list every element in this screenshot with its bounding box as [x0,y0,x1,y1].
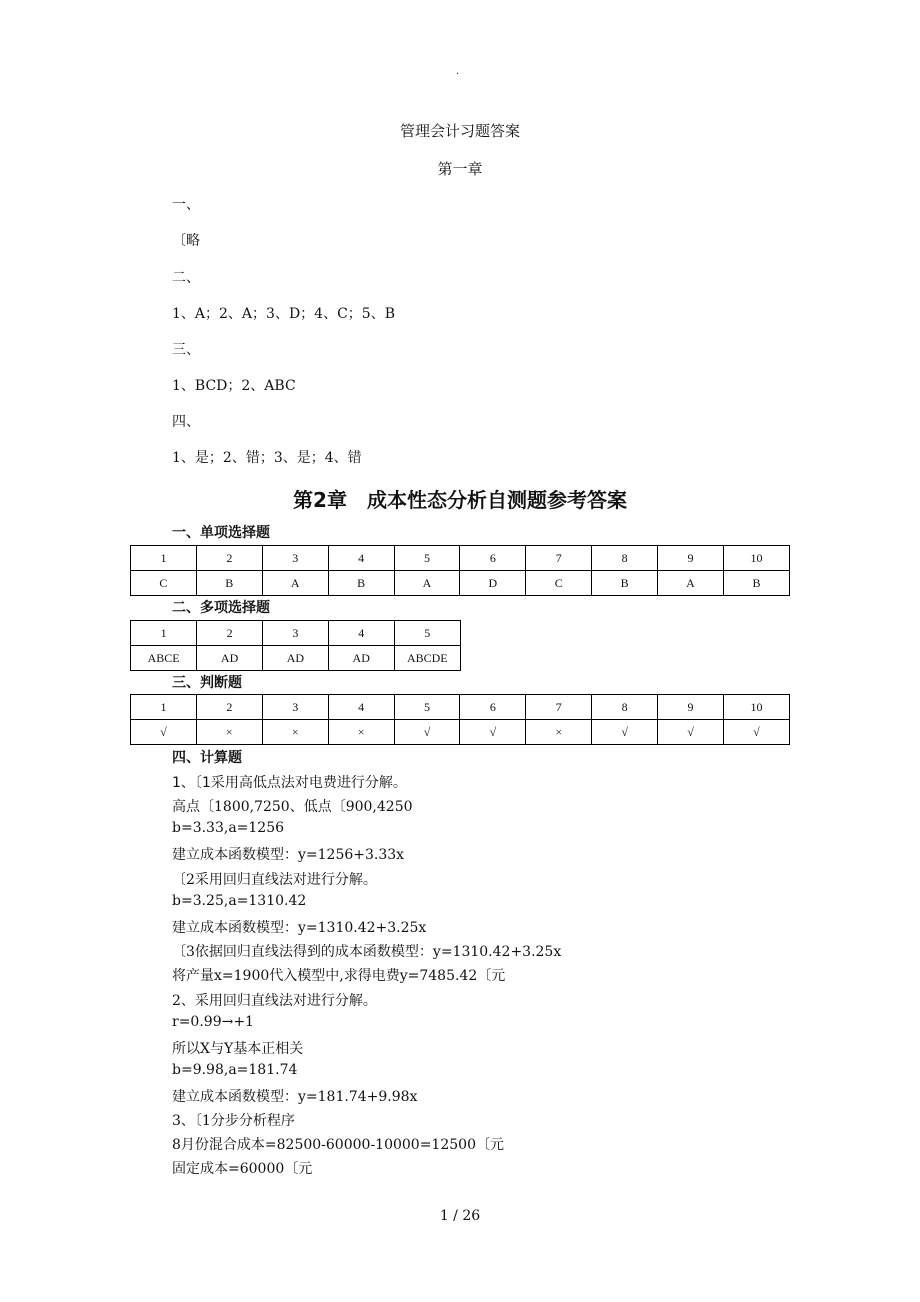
single-choice-table [130,545,790,596]
table-cell: 8 [592,546,658,571]
calc-line: r=0.99→+1 [172,1014,254,1030]
multiple-choice-answer-row [131,646,461,671]
calc-line: 建立成本函数模型：y=181.74+9.98x [172,1089,418,1105]
table-cell: 9 [658,695,724,720]
table-cell: 4 [328,546,394,571]
table-cell: 2 [197,621,263,646]
table-cell: B [196,571,262,596]
single-choice-number-row [131,546,790,571]
calc-line: b=9.98,a=181.74 [172,1062,298,1078]
calc-line: 2、采用回归直线法对进行分解。 [172,993,377,1009]
table-cell: √ [131,720,197,745]
judgment-heading: 三、判断题 [172,675,242,691]
table-cell: 6 [460,546,526,571]
table-cell: 5 [394,546,460,571]
table-cell: 7 [526,546,592,571]
table-cell: 10 [723,695,789,720]
calc-line: 〔3依据回归直线法得到的成本函数模型：y=1310.42+3.25x [172,944,562,960]
ch1-answer-1: 〔略 [172,233,200,249]
calc-line: 〔2采用回归直线法对进行分解。 [172,872,377,888]
page-number: 1 / 26 [439,1208,481,1224]
document-title: 管理会计习题答案 [399,122,520,140]
table-cell: A [394,571,460,596]
table-cell: AD [328,646,394,671]
table-cell: × [196,720,262,745]
judgment-number-row [131,695,790,720]
chapter2-title: 第2章 成本性态分析自测题参考答案 [293,488,627,512]
calc-heading: 四、计算题 [172,750,242,766]
table-cell: 2 [196,695,262,720]
table-cell: √ [460,720,526,745]
ch1-answer-4: 1、是；2、错；3、是；4、错 [172,450,362,466]
table-cell: ABCE [131,646,197,671]
table-cell: 2 [196,546,262,571]
table-cell: 7 [526,695,592,720]
table-cell: 8 [592,695,658,720]
header-dot: . [456,66,460,77]
table-cell: D [460,571,526,596]
table-cell: B [328,571,394,596]
table-cell: 9 [658,546,724,571]
table-cell: ABCDE [394,646,460,671]
single-choice-heading: 一、单项选择题 [172,525,270,541]
calc-line: 将产量x=1900代入模型中,求得电费y=7485.42〔元 [172,968,506,984]
multiple-choice-heading: 二、多项选择题 [172,600,270,616]
table-cell: × [328,720,394,745]
ch1-section-4: 四、 [172,414,200,430]
calc-line: b=3.33,a=1256 [172,820,285,836]
table-cell: 4 [328,695,394,720]
calc-line: 3、〔1分步分析程序 [172,1113,295,1129]
judgment-table [130,694,790,745]
table-cell: A [658,571,724,596]
table-cell: B [723,571,789,596]
table-cell: × [526,720,592,745]
calc-line: 建立成本函数模型：y=1310.42+3.25x [172,920,427,936]
table-cell: 6 [460,695,526,720]
calc-line: 1、〔1采用高低点法对电费进行分解。 [172,775,407,791]
table-cell: A [262,571,328,596]
chapter1-title: 第一章 [437,160,483,178]
calc-line: 固定成本=60000〔元 [172,1161,313,1177]
table-cell: B [592,571,658,596]
table-cell: AD [197,646,263,671]
table-cell: √ [394,720,460,745]
table-cell: 5 [394,695,460,720]
ch1-section-2: 二、 [172,270,200,286]
table-cell: √ [592,720,658,745]
table-cell: 10 [723,546,789,571]
table-cell: C [526,571,592,596]
table-cell: AD [262,646,328,671]
table-cell: √ [658,720,724,745]
table-cell: 5 [394,621,460,646]
ch1-answer-3: 1、BCD；2、ABC [172,378,296,394]
table-cell: 3 [262,621,328,646]
single-choice-answer-row [131,571,790,596]
table-cell: √ [723,720,789,745]
calc-line: 所以X与Y基本正相关 [172,1041,304,1057]
table-cell: 1 [131,546,197,571]
calc-line: 建立成本函数模型：y=1256+3.33x [172,847,405,863]
multiple-choice-table [130,620,461,671]
table-cell: 1 [131,621,197,646]
calc-line: 8月份混合成本=82500-60000-10000=12500〔元 [172,1137,504,1153]
calc-line: 高点〔1800,7250、低点〔900,4250 [172,799,413,815]
ch1-section-3: 三、 [172,342,200,358]
calc-line: b=3.25,a=1310.42 [172,893,307,909]
table-cell: 3 [262,546,328,571]
table-cell: 1 [131,695,197,720]
judgment-answer-row [131,720,790,745]
multiple-choice-number-row [131,621,461,646]
table-cell: 3 [262,695,328,720]
table-cell: C [131,571,197,596]
table-cell: 4 [328,621,394,646]
ch1-section-1: 一、 [172,197,200,213]
ch1-answer-2: 1、A；2、A；3、D；4、C；5、B [172,306,395,322]
table-cell: × [262,720,328,745]
